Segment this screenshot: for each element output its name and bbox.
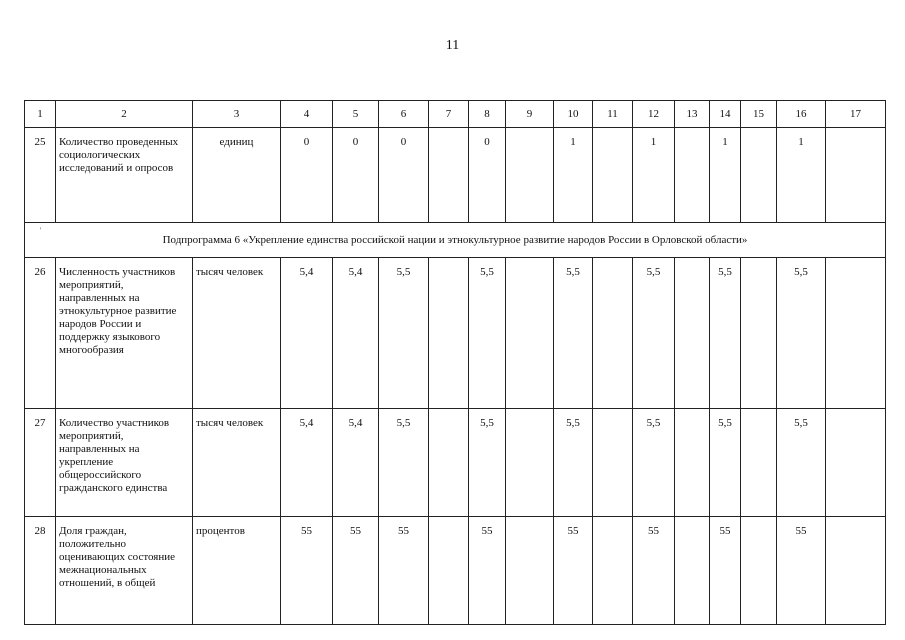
- indicator-name: Количество участников мероприятий, направленных на укрепление общероссийского гражданского единства: [56, 409, 193, 517]
- header-row: [25, 101, 886, 128]
- header-cell: 2: [56, 101, 193, 128]
- value-cell: [826, 409, 886, 517]
- value-cell: [429, 409, 469, 517]
- table-row: [25, 409, 886, 517]
- header-cell: 16: [777, 101, 826, 128]
- value-cell: 0: [379, 128, 429, 223]
- row-number: 25: [25, 128, 56, 223]
- value-cell: 5,5: [554, 409, 593, 517]
- value-cell: 1: [777, 128, 826, 223]
- value-cell: [593, 517, 633, 625]
- value-cell: 0: [469, 128, 506, 223]
- header-cell: 9: [506, 101, 554, 128]
- value-cell: 55: [469, 517, 506, 625]
- value-cell: 5,4: [333, 258, 379, 409]
- value-cell: [506, 517, 554, 625]
- value-cell: [506, 409, 554, 517]
- value-cell: 55: [379, 517, 429, 625]
- value-cell: [826, 517, 886, 625]
- value-cell: [593, 128, 633, 223]
- indicator-name: Доля граждан, положительно оценивающих состояние межнациональных отношений, в общей: [56, 517, 193, 625]
- indicators-table: [24, 100, 886, 625]
- header-cell: 6: [379, 101, 429, 128]
- value-cell: [741, 517, 777, 625]
- page-number: 11: [445, 38, 460, 53]
- value-cell: 5,5: [777, 409, 826, 517]
- scan-mark: ': [40, 226, 42, 235]
- value-cell: 5,5: [379, 258, 429, 409]
- indicator-name: Численность участников мероприятий, направленных на этнокультурное развитие народов России и поддержку языкового многообразия: [56, 258, 193, 409]
- value-cell: 55: [281, 517, 333, 625]
- subprogram-title: Подпрограмма 6 «Укрепление единства российской нации и этнокультурное развитие народов России в Орловской области»: [25, 223, 886, 258]
- value-cell: [429, 517, 469, 625]
- value-cell: 55: [710, 517, 741, 625]
- table-row: [25, 517, 886, 625]
- value-cell: 55: [554, 517, 593, 625]
- unit-cell: процентов: [193, 517, 281, 625]
- indicator-name: Количество проведенных социологических исследований и опросов: [56, 128, 193, 223]
- row-number: 27: [25, 409, 56, 517]
- value-cell: [826, 258, 886, 409]
- subprogram-row: [25, 223, 886, 258]
- unit-cell: тысяч человек: [193, 409, 281, 517]
- value-cell: [506, 258, 554, 409]
- value-cell: [741, 258, 777, 409]
- table-row: [25, 128, 886, 223]
- header-cell: 13: [675, 101, 710, 128]
- header-cell: 10: [554, 101, 593, 128]
- value-cell: [675, 128, 710, 223]
- value-cell: 0: [333, 128, 379, 223]
- unit-cell: тысяч человек: [193, 258, 281, 409]
- unit-cell: единиц: [193, 128, 281, 223]
- header-cell: 14: [710, 101, 741, 128]
- value-cell: [593, 409, 633, 517]
- value-cell: [741, 128, 777, 223]
- row-number: 26: [25, 258, 56, 409]
- table-row: [25, 258, 886, 409]
- value-cell: [675, 258, 710, 409]
- header-cell: 5: [333, 101, 379, 128]
- value-cell: 5,5: [710, 409, 741, 517]
- header-cell: 3: [193, 101, 281, 128]
- value-cell: 55: [333, 517, 379, 625]
- value-cell: 0: [281, 128, 333, 223]
- header-cell: 15: [741, 101, 777, 128]
- value-cell: [506, 128, 554, 223]
- value-cell: [593, 258, 633, 409]
- value-cell: 5,5: [777, 258, 826, 409]
- header-cell: 17: [826, 101, 886, 128]
- value-cell: 5,5: [379, 409, 429, 517]
- value-cell: 1: [710, 128, 741, 223]
- value-cell: [741, 409, 777, 517]
- header-cell: 8: [469, 101, 506, 128]
- value-cell: [675, 517, 710, 625]
- value-cell: 5,5: [633, 258, 675, 409]
- value-cell: [675, 409, 710, 517]
- value-cell: 55: [777, 517, 826, 625]
- header-cell: 1: [25, 101, 56, 128]
- header-cell: 7: [429, 101, 469, 128]
- value-cell: 1: [633, 128, 675, 223]
- value-cell: 5,5: [633, 409, 675, 517]
- value-cell: 5,4: [281, 409, 333, 517]
- header-cell: 12: [633, 101, 675, 128]
- value-cell: [429, 128, 469, 223]
- value-cell: 5,5: [469, 258, 506, 409]
- value-cell: 1: [554, 128, 593, 223]
- header-cell: 11: [593, 101, 633, 128]
- value-cell: [429, 258, 469, 409]
- header-cell: 4: [281, 101, 333, 128]
- value-cell: 5,4: [281, 258, 333, 409]
- value-cell: 5,5: [554, 258, 593, 409]
- value-cell: 55: [633, 517, 675, 625]
- row-number: 28: [25, 517, 56, 625]
- value-cell: [826, 128, 886, 223]
- value-cell: 5,5: [710, 258, 741, 409]
- value-cell: 5,4: [333, 409, 379, 517]
- value-cell: 5,5: [469, 409, 506, 517]
